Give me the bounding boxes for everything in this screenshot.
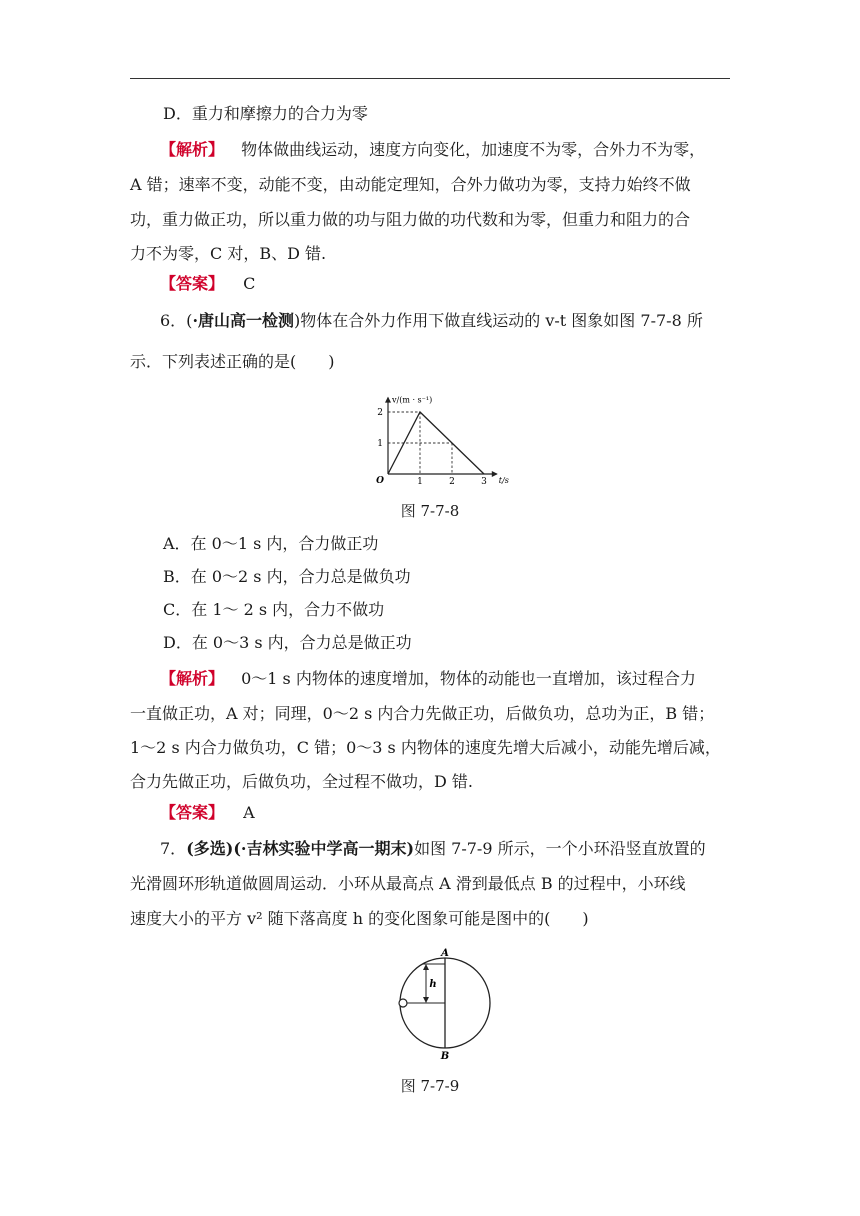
height-arrow-down [423,997,429,1003]
header-rule [130,78,730,79]
q5-option-d: D．重力和摩擦力的合力为零 [163,104,368,123]
label-a: A [441,948,449,959]
x-axis-arrow [492,471,498,477]
q5-analysis-line-4: 力不为零，C 对，B、D 错. [130,244,327,263]
y-axis-label: v/(m · s⁻¹) [392,395,433,405]
q6-option-c: C．在 1～ 2 s 内，合力不做功 [163,600,385,619]
origin-label: O [376,476,384,486]
y-tick-label: 2 [377,408,383,418]
ring-track-figure [393,948,499,1062]
q5-analysis-line-2: A 错；速率不变，动能不变，由动能定理知，合外力做功为零，支持力始终不做 [130,175,691,194]
q7-stem-line-2: 光滑圆环形轨道做圆周运动．小环从最高点 A 滑到最低点 B 的过程中，小环线 [130,874,686,893]
q6-option-a: A．在 0～1 s 内，合力做正功 [163,534,379,553]
q7-multi-select: (多选) [186,839,234,858]
vt-graph [370,390,510,490]
q6-analysis-line-1: 【解析】 0～1 s 内物体的速度增加，物体的动能也一直增加，该过程合力 [160,669,696,688]
q5-analysis-line-3: 功，重力做正功，所以重力做的功与阻力做的功代数和为零，但重力和阻力的合 [130,210,691,229]
q7-source: (·吉林实验中学高一期末) [233,839,415,858]
x-tick-label: 3 [481,477,487,487]
q5-analysis-tag: 【解析】 [160,140,225,159]
q6-stem-line-2: 示．下列表述正确的是( ) [130,352,335,371]
q6-analysis-tag: 【解析】 [160,669,225,688]
q6-analysis-line-2: 一直做正功，A 对；同理，0～2 s 内合力先做正功，后做负功，总功为正，B 错； [130,704,715,723]
small-ring [399,999,407,1007]
q5-answer-tag: 【答案】 [160,274,225,293]
q6-source: ·唐山高一检测 [192,311,295,330]
height-arrow-up [423,964,429,970]
x-tick-label: 1 [417,477,423,487]
q5-answer [160,273,760,295]
q5-analysis-line-1: 【解析】 物体做曲线运动，速度方向变化，加速度不为零，合外力不为零， [160,140,706,159]
figure-7-7-9-caption: 图 7-7-9 [400,1077,460,1095]
q6-option-b: B．在 0～2 s 内，合力总是做负功 [163,567,411,586]
x-axis-label: t/s [498,476,509,485]
q6-stem-line-1: 6．(·唐山高一检测)物体在合外力作用下做直线运动的 v-t 图象如图 7-7-8 所 [160,311,703,330]
label-h: h [429,979,437,990]
x-tick-label: 2 [449,477,455,487]
y-tick-label: 1 [377,439,383,449]
label-b: B [440,1051,450,1062]
figure-7-7-8-caption: 图 7-7-8 [400,502,460,520]
q6-option-d: D．在 0～3 s 内，合力总是做正功 [163,633,412,652]
q7-stem-line-1: 7．(多选)(·吉林实验中学高一期末)如图 7-7-9 所示，一个小环沿竖直放置的 [160,839,706,858]
q6-answer-value: A [243,803,255,822]
q7-stem-line-3: 速度大小的平方 v² 随下落高度 h 的变化图象可能是图中的( ) [130,909,589,928]
q6-answer-tag: 【答案】 [160,803,225,822]
q6-answer [160,802,760,824]
q5-answer-value: C [243,274,256,293]
y-axis-arrow [385,397,391,403]
q6-analysis-line-4: 合力先做正功，后做负功，全过程不做功，D 错. [130,772,474,791]
q6-analysis-line-3: 1～2 s 内合力做负功，C 错；0～3 s 内物体的速度先增大后减小，动能先增后减， [130,738,721,757]
